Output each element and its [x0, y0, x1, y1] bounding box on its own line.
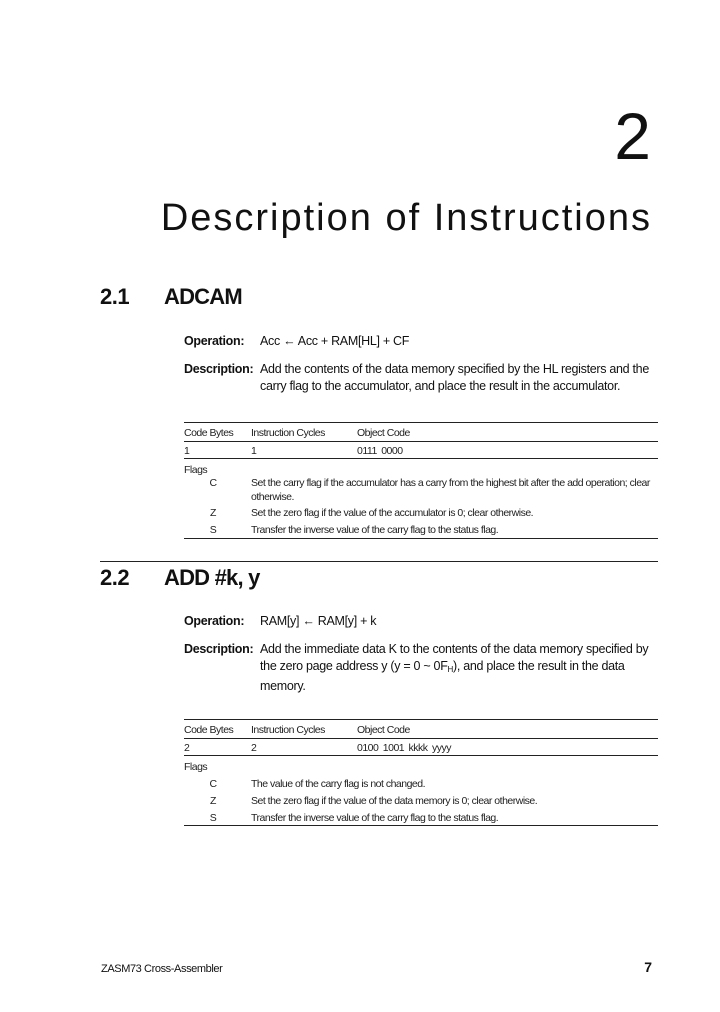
- table-cell-instruction-cycles: 2: [251, 742, 257, 754]
- flags-label: Flags: [184, 464, 208, 476]
- flag-z-text: Set the zero flag if the value of the accumulator is 0; clear otherwise.: [251, 507, 534, 519]
- flag-z-letter: Z: [210, 795, 216, 807]
- description-text-part1: Add the immediate data K to the contents of the data memory specified by the zero page address y (y = 0 ~ 0F: [260, 642, 649, 673]
- table-top-rule: [184, 422, 658, 423]
- table-cell-instruction-cycles: 1: [251, 445, 257, 457]
- table-header-object-code: Object Code: [357, 724, 410, 736]
- table-row-rule: [184, 458, 658, 459]
- table-cell-code-bytes: 2: [184, 742, 190, 754]
- table-cell-object-code: 0100 1001 kkkk yyyy: [357, 742, 451, 754]
- table-header-code-bytes: Code Bytes: [184, 427, 234, 439]
- table-header-instruction-cycles: Instruction Cycles: [251, 427, 325, 439]
- table-header-code-bytes: Code Bytes: [184, 724, 234, 736]
- operation-label: Operation:: [184, 614, 245, 628]
- section-number: 2.1: [100, 284, 130, 309]
- footer-product-name: ZASM73 Cross-Assembler: [101, 963, 223, 975]
- section-number: 2.2: [100, 565, 130, 590]
- description-text: Add the contents of the data memory specified by the HL registers and the carry flag to the accumulator, and place the result in the accumulator.: [260, 362, 649, 393]
- table-top-rule: [184, 719, 658, 720]
- section-title: ADD #k, y: [164, 565, 260, 590]
- table-bottom-rule: [184, 538, 658, 539]
- hex-subscript: H: [447, 665, 454, 674]
- table-row-rule: [184, 755, 658, 756]
- flag-s-letter: S: [209, 524, 217, 536]
- table-header-rule: [184, 738, 658, 739]
- table-bottom-rule: [184, 825, 658, 826]
- table-cell-code-bytes: 1: [184, 445, 190, 457]
- flag-s-text: Transfer the inverse value of the carry flag to the status flag.: [251, 812, 499, 824]
- flag-z-text: Set the zero flag if the value of the data memory is 0; clear otherwise.: [251, 795, 538, 807]
- flag-z-letter: Z: [210, 507, 216, 519]
- operation-label: Operation:: [184, 334, 245, 348]
- chapter-number: 2: [614, 99, 650, 173]
- section-title: ADCAM: [164, 284, 242, 309]
- chapter-title: Description of Instructions: [160, 197, 652, 239]
- table-header-object-code: Object Code: [357, 427, 410, 439]
- flag-c-text: The value of the carry flag is not changed.: [251, 778, 426, 790]
- description-text: [260, 641, 656, 695]
- page-number: 7: [644, 959, 652, 975]
- description-text-part2: ), and place the result in the data memory.: [260, 659, 625, 693]
- section-divider: [100, 561, 658, 562]
- flag-c-text: Set the carry flag if the accumulator has a carry from the highest bit after the add operation; clear otherwise.: [251, 477, 650, 503]
- flag-s-text: Transfer the inverse value of the carry flag to the status flag.: [251, 524, 499, 536]
- table-cell-object-code: 0111 0000: [357, 445, 403, 457]
- table-header-rule: [184, 441, 658, 442]
- operation-text: Acc ← Acc + RAM[HL] + CF: [260, 334, 410, 348]
- flag-c-letter: C: [209, 778, 217, 790]
- table-header-instruction-cycles: Instruction Cycles: [251, 724, 325, 736]
- flag-s-letter: S: [209, 812, 217, 824]
- flag-c-letter: C: [209, 477, 217, 489]
- flags-label: Flags: [184, 761, 208, 773]
- description-label: Description:: [184, 642, 254, 656]
- operation-text: RAM[y] ← RAM[y] + k: [260, 614, 377, 628]
- description-label: Description:: [184, 362, 254, 376]
